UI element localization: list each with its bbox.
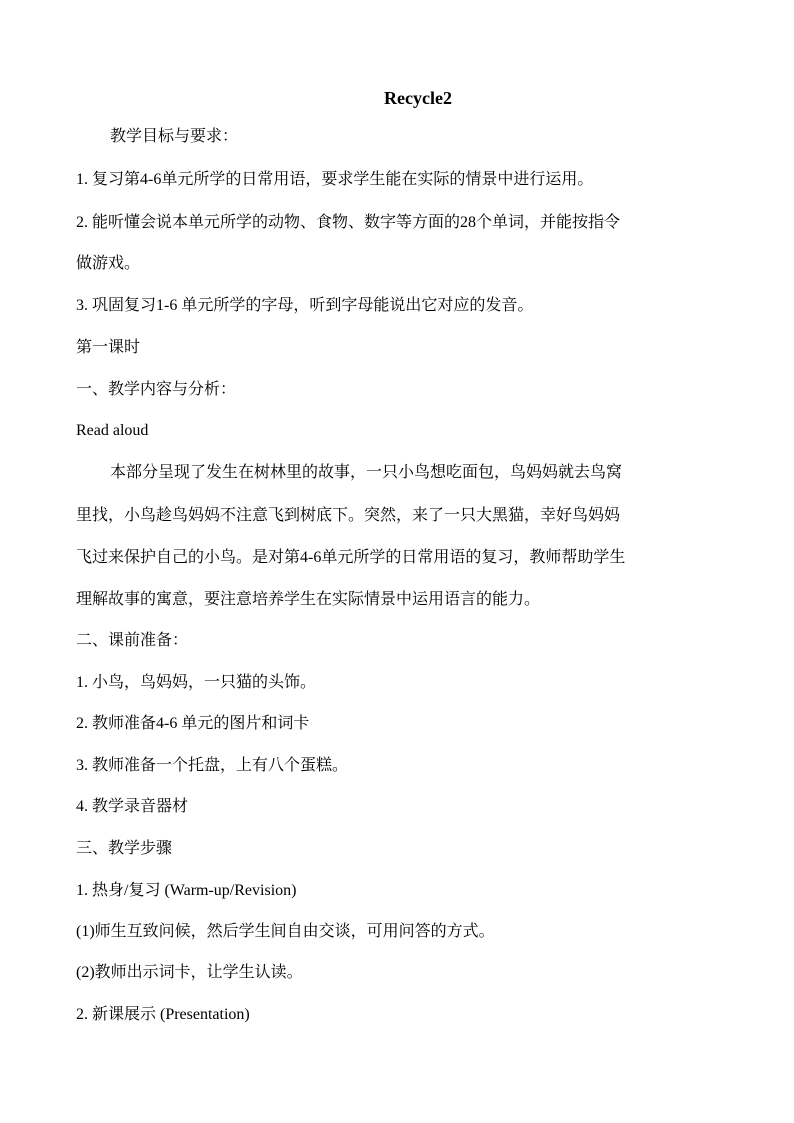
step-1-sub-1: (1)师生互致问候，然后学生间自由交谈，可用问答的方式。	[76, 923, 495, 940]
objective-3: 3. 巩固复习1-6 单元所学的字母，听到字母能说出它对应的发音。	[76, 297, 534, 314]
prep-item-3: 3. 教师准备一个托盘，上有八个蛋糕。	[76, 757, 349, 774]
read-aloud-heading: Read aloud	[76, 422, 149, 439]
step-2: 2. 新课展示 (Presentation)	[76, 1006, 250, 1023]
document-title: Recycle2	[384, 88, 452, 108]
analysis-paragraph-line-1: 本部分呈现了发生在树林里的故事，一只小鸟想吃面包，鸟妈妈就去鸟窝	[110, 464, 623, 481]
analysis-paragraph-line-2: 里找，小鸟趁鸟妈妈不注意飞到树底下。突然，来了一只大黑猫，幸好鸟妈妈	[76, 507, 621, 524]
lesson-one-heading: 第一课时	[76, 339, 141, 356]
objective-2-line-2: 做游戏。	[76, 255, 141, 272]
prep-item-2: 2. 教师准备4-6 单元的图片和词卡	[76, 715, 310, 732]
section-two-heading: 二、课前准备：	[76, 632, 189, 649]
objective-1: 1. 复习第4-6单元所学的日常用语，要求学生能在实际的情景中进行运用。	[76, 171, 594, 188]
section-three-heading: 三、教学步骤	[76, 840, 173, 857]
objective-2-line-1: 2. 能听懂会说本单元所学的动物、食物、数字等方面的28个单词，并能按指令	[76, 214, 621, 231]
objectives-heading: 教学目标与要求：	[110, 128, 239, 145]
step-1: 1. 热身/复习 (Warm-up/Revision)	[76, 882, 297, 899]
prep-item-1: 1. 小鸟，鸟妈妈，一只猫的头饰。	[76, 674, 317, 691]
step-1-sub-2: (2)教师出示词卡，让学生认读。	[76, 964, 303, 981]
prep-item-4: 4. 教学录音器材	[76, 798, 189, 815]
section-one-heading: 一、教学内容与分析：	[76, 381, 237, 398]
analysis-paragraph-line-4: 理解故事的寓意，要注意培养学生在实际情景中运用语言的能力。	[76, 591, 541, 608]
analysis-paragraph-line-3: 飞过来保护自己的小鸟。是对第4-6单元所学的日常用语的复习，教师帮助学生	[76, 549, 626, 566]
